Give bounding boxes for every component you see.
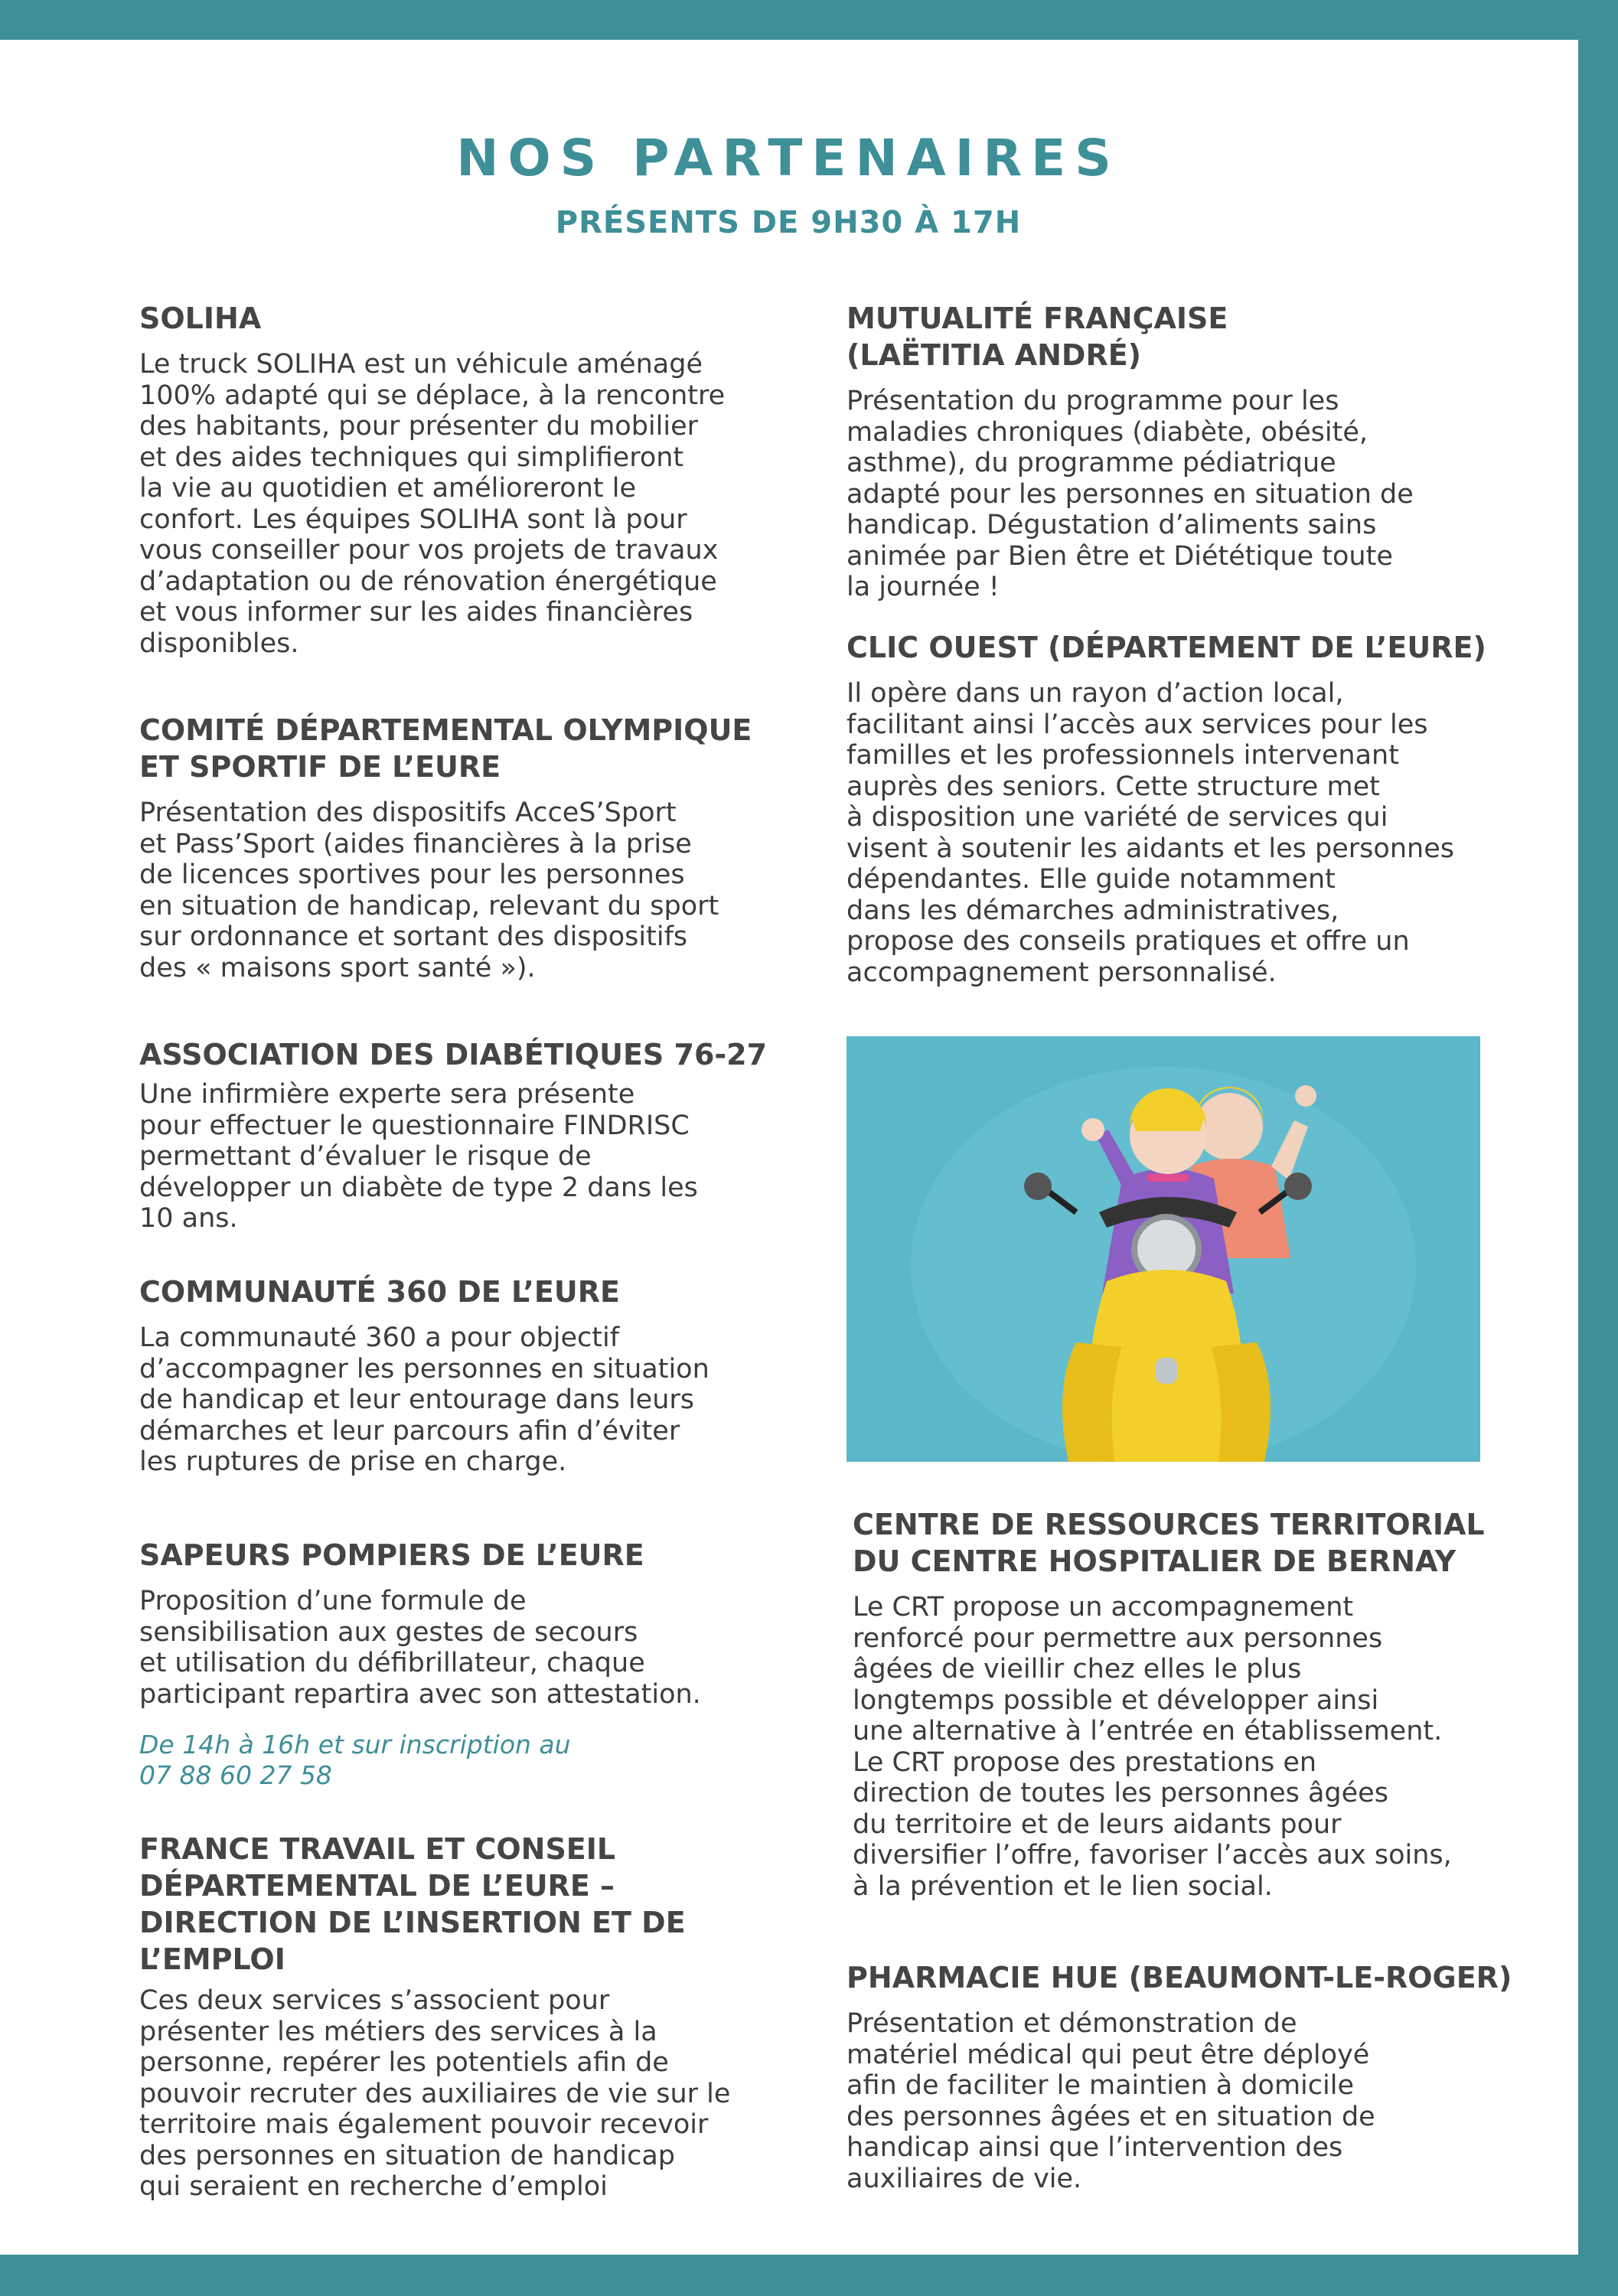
seniors-scooter-photo xyxy=(847,1036,1480,1462)
right-border xyxy=(1578,0,1618,2296)
page-subtitle: PRÉSENTS DE 9H30 À 17H xyxy=(555,205,1022,240)
section-title: SAPEURS POMPIERS DE L’EURE xyxy=(139,1538,644,1572)
section-text: Présentation et démonstration de matériel médical qui peut être déployé afin de faciliter le maintien à domicile des personnes âgées et en situation de handicap ainsi que l’intervention des auxiliaires de vie. xyxy=(847,2008,1375,2194)
section-crt xyxy=(853,1506,1557,1902)
section-title: MUTUALITÉ FRANÇAISE (LAËTITIA ANDRÉ) xyxy=(847,302,1228,372)
section-clic xyxy=(847,629,1551,988)
section-title: CENTRE DE RESSOURCES TERRITORIAL DU CENTRE HOSPITALIER DE BERNAY xyxy=(853,1508,1485,1578)
section-text: Il opère dans un rayon d’action local, facilitant ainsi l’accès aux services pour les familles et les professionnels intervenant auprès des seniors. Cette structure met à disposition une variété de services qui visent à soutenir les aidants et les personnes dépendantes. Elle guide notamment dans les démarches administratives, propose des conseils pratiques et offre un accompagnement personnalisé. xyxy=(847,678,1454,988)
page-title: NOS PARTENAIRES xyxy=(456,129,1121,188)
section-title: PHARMACIE HUE (BEAUMONT-LE-ROGER) xyxy=(847,1961,1512,1994)
scooter-illustration xyxy=(847,1036,1480,1462)
section-text: La communauté 360 a pour objectif d’accompagner les personnes en situation de handicap et leur entourage dans leurs démarches et leur parcours afin d’éviter les ruptures de prise en charge. xyxy=(139,1322,710,1477)
section-mutualite xyxy=(847,300,1551,603)
section-note: De 14h à 16h et sur inscription au 07 88 60 27 58 xyxy=(139,1730,571,1790)
section-text: Une infirmière experte sera présente pour effectuer le questionnaire FINDRISC permettant d’évaluer le risque de développer un diabète de type 2 dans les 10 ans. xyxy=(139,1079,698,1234)
section-france-travail xyxy=(139,1831,798,2203)
section-text: Présentation du programme pour les maladies chroniques (diabète, obésité, asthme), du programme pédiatrique adapté pour les personnes en situation de handicap. Dégustation d’aliments sains animée par Bien être et Diététique toute la journée ! xyxy=(847,386,1414,602)
top-border xyxy=(0,0,1618,40)
section-title: ASSOCIATION DES DIABÉTIQUES 76-27 xyxy=(139,1038,768,1071)
section-diabetiques xyxy=(139,1036,798,1234)
section-soliha xyxy=(139,300,798,659)
section-title: SOLIHA xyxy=(139,302,262,335)
section-text: Proposition d’une formule de sensibilisation aux gestes de secours et utilisation du défibrillateur, chaque participant repartira avec son attestation. xyxy=(139,1586,701,1710)
bottom-border xyxy=(0,2255,1618,2296)
section-text: Le CRT propose un accompagnement renforcé pour permettre aux personnes âgées de vieillir chez elles le plus longtemps possible et développer ainsi une alternative à l’entrée en établissement. Le CRT propose des prestations en direction de toutes les personnes âgées du territoire et de leurs aidants pour diversifier l’offre, favoriser l’accès aux soins, à la prévention et le lien social. xyxy=(853,1592,1452,1902)
section-text: Ces deux services s’associent pour présenter les métiers des services à la personne, repérer les potentiels afin de pouvoir recruter des auxiliaires de vie sur le territoire mais également pouvoir recevoir des personnes en situation de handicap qui seraient en recherche d’emploi xyxy=(139,1985,731,2202)
section-title: COMMUNAUTÉ 360 DE L’EURE xyxy=(139,1275,620,1309)
section-communaute xyxy=(139,1274,798,1478)
section-pompiers xyxy=(139,1537,798,1791)
section-title: FRANCE TRAVAIL ET CONSEIL DÉPARTEMENTAL DE L’EURE – DIRECTION DE L’INSERTION ET DE L’EMPLOI xyxy=(139,1832,686,1976)
section-title: COMITÉ DÉPARTEMENTAL OLYMPIQUE ET SPORTIF DE L’EURE xyxy=(139,713,752,784)
section-text: Le truck SOLIHA est un véhicule aménagé 100% adapté qui se déplace, à la rencontre des habitants, pour présenter du mobilier et des aides techniques qui simplifieront la vie au quotidien et amélioreront le confort. Les équipes SOLIHA sont là pour vous conseiller pour vos projets de travaux d’adaptation ou de rénovation énergétique et vous informer sur les aides financières disponibles. xyxy=(139,349,726,659)
section-text: Présentation des dispositifs AcceS’Sport et Pass’Sport (aides financières à la prise de licences sportives pour les personnes en situation de handicap, relevant du sport sur ordonnance et sortant des dispositifs des « maisons sport santé »). xyxy=(139,797,719,983)
section-pharmacie xyxy=(847,1959,1551,2194)
section-title: CLIC OUEST (DÉPARTEMENT DE L’EURE) xyxy=(847,631,1486,664)
section-cdos xyxy=(139,712,798,983)
